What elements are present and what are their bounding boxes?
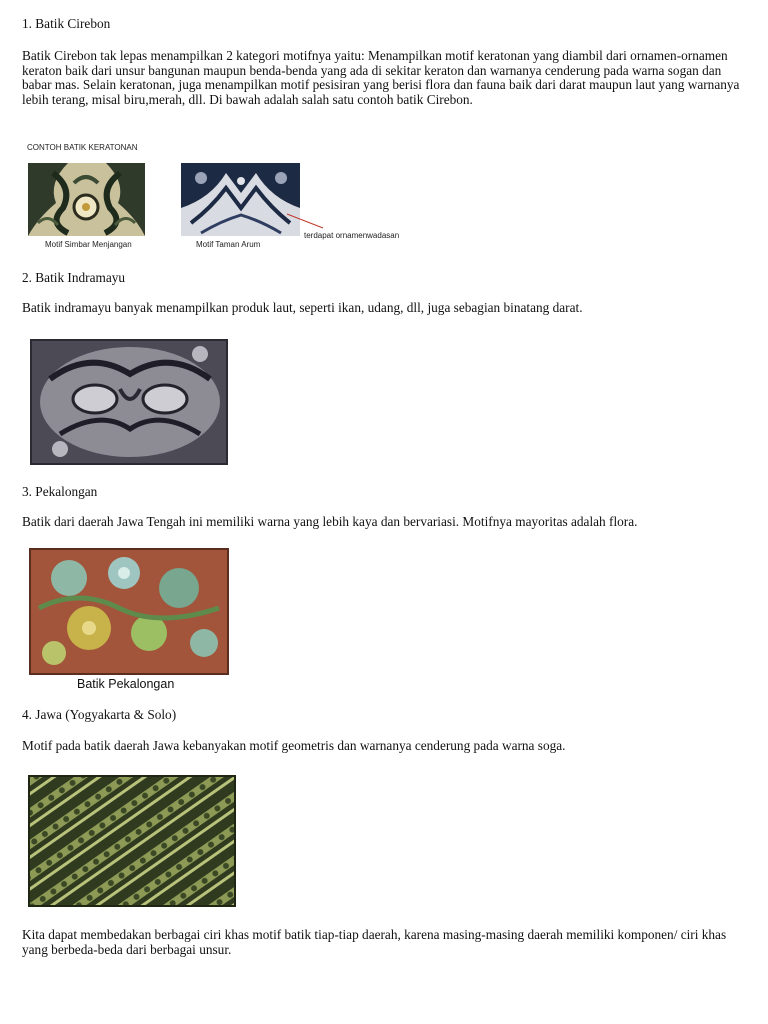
annotation-pointer-line [285,212,325,232]
batik-pekalongan-image [29,548,229,675]
section-3-heading: 3. Pekalongan [22,484,98,499]
annotation-wadasan: terdapat ornamenwadasan [304,231,400,240]
conclusion-paragraph: Kita dapat membedakan berbagai ciri khas motif batik tiap-tiap daerah, karena masing-masing daerah memiliki komponen/ ciri khas yang berbeda-beda dari berbagai unsur. [22,927,727,957]
section-2-paragraph: Batik indramayu banyak menampilkan produk laut, seperti ikan, udang, dll, juga sebagian binatang darat. [22,300,583,315]
caption-batik-pekalongan: Batik Pekalongan [77,677,175,691]
section-2-heading: 2. Batik Indramayu [22,270,126,285]
caption-simbar-menjangan: Motif Simbar Menjangan [45,240,132,249]
batik-simbar-menjangan-image [28,163,145,236]
figure-label: CONTOH BATIK KERATONAN [27,143,138,152]
batik-taman-arum-image [181,163,300,236]
section-4-heading: 4. Jawa (Yogyakarta & Solo) [22,707,177,722]
section-3-paragraph: Batik dari daerah Jawa Tengah ini memiliki warna yang lebih kaya dan bervariasi. Motifnya mayoritas adalah flora. [22,514,638,529]
section-1-paragraph: Batik Cirebon tak lepas menampilkan 2 kategori motifnya yaitu: Menampilkan motif keratonan yang diambil dari ornamen-ornamen keraton baik dari unsur bangunan maupun benda-benda yang ada di sekitar keraton dan warnanya cenderung pada warna sogan dan babar mas. Selain keratonan, juga menampilkan motif pesisiran yang berisi flora dan fauna baik dari darat maupun laut yang warnanya lebih terang, misal biru,merah, dll. Di bawah adalah salah satu contoh batik Cirebon. [22,48,740,108]
caption-taman-arum: Motif Taman Arum [196,240,261,249]
section-1-heading: 1. Batik Cirebon [22,16,111,31]
batik-indramayu-image [30,339,228,465]
batik-jawa-parang-image [28,775,236,907]
section-4-paragraph: Motif pada batik daerah Jawa kebanyakan motif geometris dan warnanya cenderung pada warna soga. [22,738,566,753]
